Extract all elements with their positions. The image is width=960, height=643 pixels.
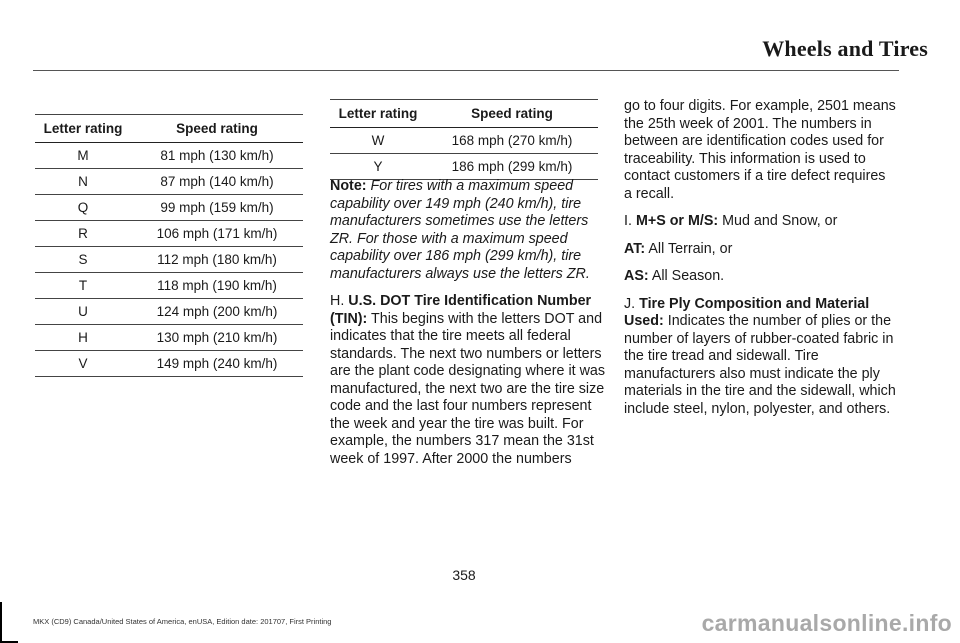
table-row [35, 221, 303, 247]
note-text: For tires with a maximum speed capability over 149 mph (240 km/h), tire manufacturers sometimes use the letters ZR. For those with a maximum speed capability over 186 mph (299 km/h), tire manufacturers always use the letters ZR. [330, 178, 590, 282]
speed-cell: 118 mph (190 km/h) [157, 278, 277, 293]
mud-snow-text: Mud and Snow, or [722, 213, 838, 229]
all-terrain-label: AT: [624, 240, 646, 257]
table-row [35, 325, 303, 351]
ply-composition-text: Indicates the number of plies or the number of layers of rubber-coated fabric in the tire tread and sidewall. Tire manufacturers also must indicate the ply materials in the tire and the sidewall, which include steel, nylon, polyester, and others. [624, 313, 896, 417]
note-paragraph [330, 178, 605, 283]
column-header-speed-rating: Speed rating [176, 121, 258, 136]
table-row [35, 351, 303, 377]
letter-cell: T [78, 278, 88, 293]
page-number: 358 [452, 567, 476, 583]
item-prefix: J. [624, 295, 636, 312]
letter-cell: N [78, 174, 88, 189]
column-header-speed-rating: Speed rating [471, 106, 553, 121]
speed-cell: 99 mph (159 km/h) [160, 200, 274, 215]
table-row [330, 154, 598, 180]
column-header-letter-rating: Letter rating [338, 106, 418, 121]
table-row [35, 247, 303, 273]
ply-composition-paragraph [624, 296, 896, 419]
table-row [35, 273, 303, 299]
all-terrain-text: All Terrain, or [648, 240, 733, 257]
speed-cell: 186 mph (299 km/h) [451, 159, 573, 174]
table-header-row [330, 100, 598, 128]
all-season-label: AS: [624, 268, 649, 284]
all-terrain-paragraph [624, 241, 896, 259]
letter-cell: S [78, 252, 88, 267]
page-title: Wheels and Tires [762, 36, 928, 61]
middle-column-text [330, 178, 605, 478]
mud-snow-label: M+S or M/S: [635, 213, 719, 229]
continuation-paragraph: go to four digits. For example, 2501 means the 25th week of 2001. The numbers in between are identification codes used for traceability. This information is used to contact customers if a tire defect requires a recall. [624, 98, 896, 202]
edition-footer: MKX (CD9) Canada/United States of America, enUSA, Edition date: 201707, First Printing [33, 617, 332, 626]
letter-cell: U [78, 304, 88, 319]
tin-paragraph [330, 293, 605, 468]
title-divider [33, 70, 899, 71]
speed-rating-table-left [35, 114, 303, 377]
item-prefix: I. [624, 213, 632, 229]
speed-cell: 124 mph (200 km/h) [156, 304, 278, 319]
speed-cell: 106 mph (171 km/h) [156, 226, 278, 241]
letter-cell: R [78, 226, 88, 241]
table-row [35, 169, 303, 195]
speed-cell: 81 mph (130 km/h) [160, 148, 274, 163]
column-header-letter-rating: Letter rating [43, 121, 123, 136]
speed-cell: 149 mph (240 km/h) [156, 356, 278, 371]
table-header-row [35, 115, 303, 143]
tin-label: U.S. DOT Tire Identification Number (TIN): [330, 293, 592, 327]
speed-rating-table-middle [330, 99, 598, 180]
letter-cell: Q [77, 200, 89, 215]
table-row [330, 128, 598, 154]
crop-mark-left [0, 602, 2, 643]
letter-cell: Y [373, 159, 383, 174]
letter-cell: W [371, 133, 385, 148]
watermark: carmanualsonline.info [701, 610, 952, 636]
all-season-text: All Season. [651, 268, 725, 284]
letter-cell: M [77, 148, 89, 163]
table-row [35, 143, 303, 169]
all-season-paragraph [624, 268, 896, 286]
speed-cell: 130 mph (210 km/h) [156, 330, 278, 345]
item-prefix: H. [330, 293, 345, 309]
mud-snow-paragraph [624, 213, 896, 231]
ply-composition-label: Tire Ply Composition and Material Used: [624, 295, 870, 329]
note-label: Note: [330, 178, 367, 194]
letter-cell: H [78, 330, 88, 345]
table-row [35, 195, 303, 221]
table-row [35, 299, 303, 325]
speed-cell: 87 mph (140 km/h) [160, 174, 274, 189]
tin-text: This begins with the letters DOT and indicates that the tire meets all federal standards. The next two numbers or letters are the plant code designating where it was manufactured, the next two are the tire size code and the last four numbers represent the week and year the tire was built. For example, the numbers 317 mean the 31st week of 1997. After 2000 the numbers [330, 310, 605, 467]
speed-cell: 112 mph (180 km/h) [157, 252, 277, 267]
speed-cell: 168 mph (270 km/h) [451, 133, 573, 148]
right-column-text [624, 98, 896, 428]
letter-cell: V [78, 356, 88, 371]
